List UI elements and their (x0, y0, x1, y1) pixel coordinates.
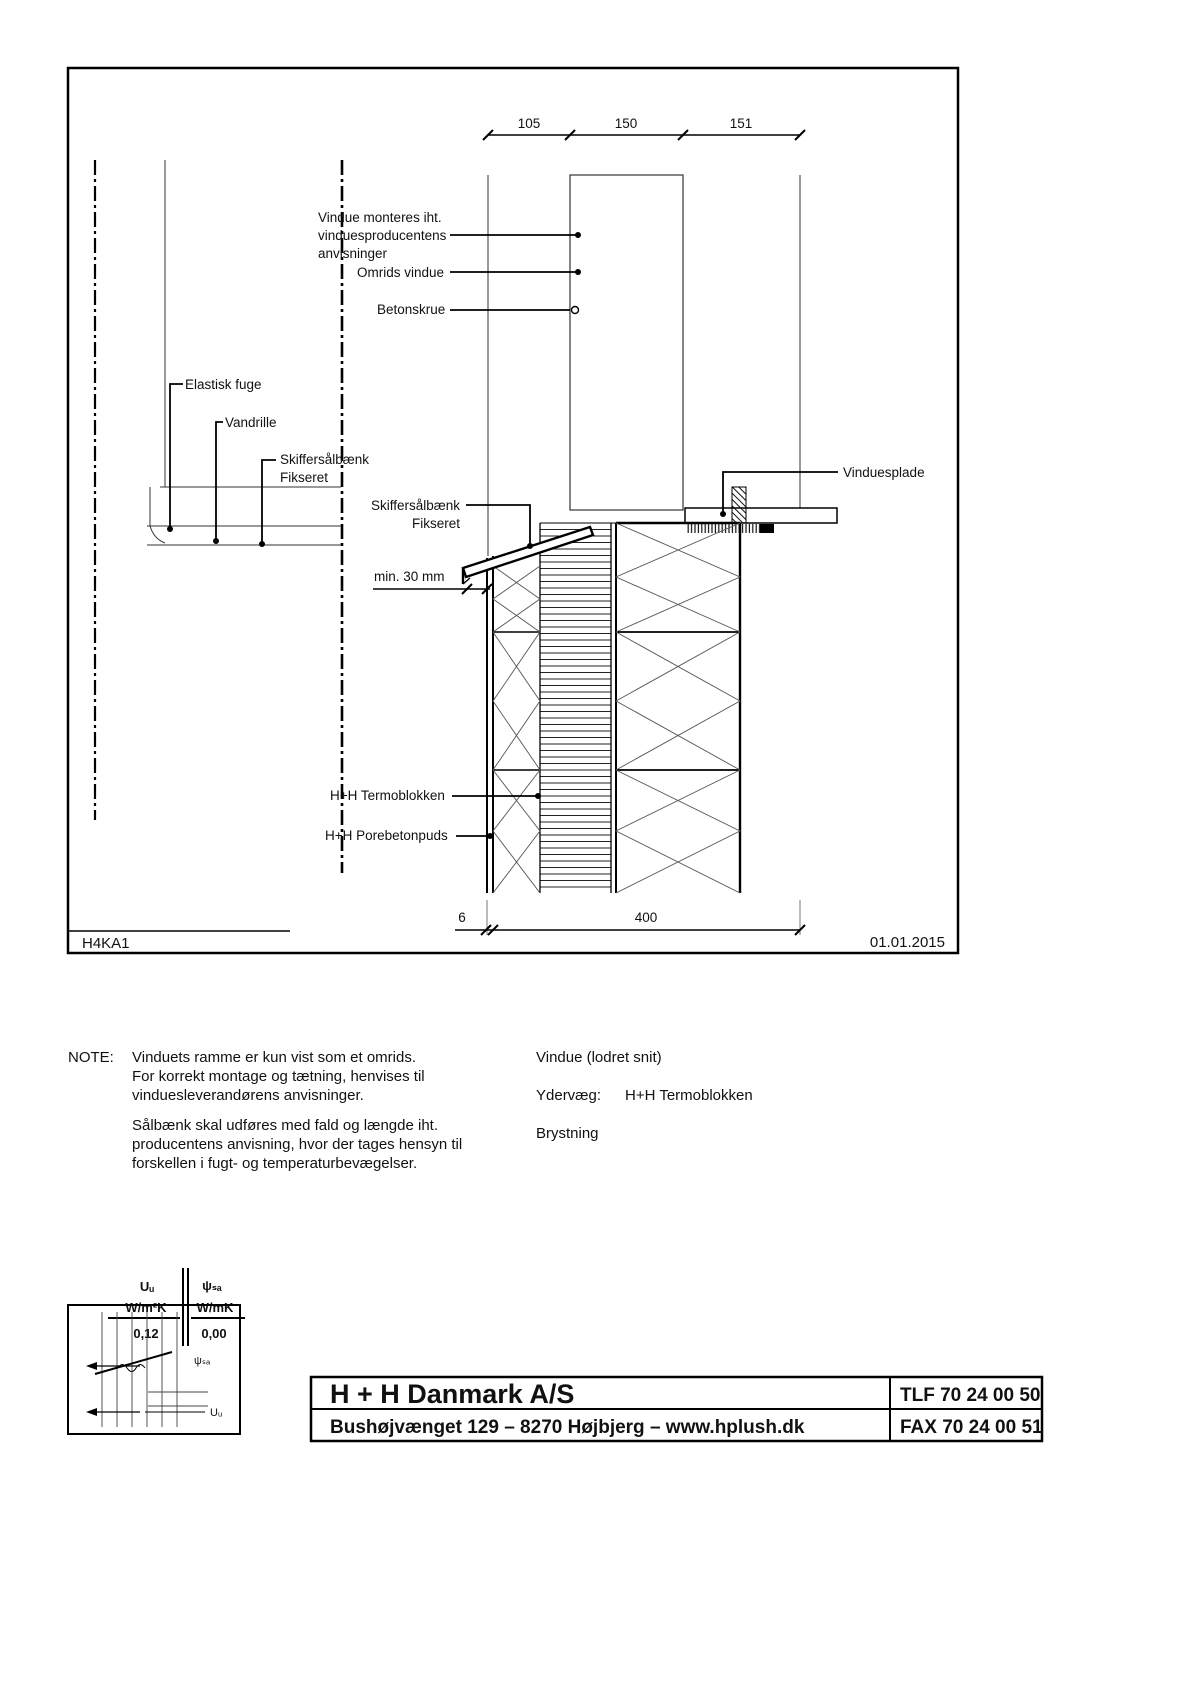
termoblok-outer-shape (493, 547, 540, 893)
svg-text:H+H Termoblokken: H+H Termoblokken (330, 788, 445, 803)
company-address: Bushøjvænget 129 – 8270 Højbjerg – www.hplush.dk (330, 1417, 805, 1438)
window-outline (570, 175, 683, 510)
ydervaeg-value: H+H Termoblokken (625, 1087, 753, 1104)
info-column (536, 1049, 753, 1142)
label-vindue-monteres (318, 210, 581, 261)
svg-text:Omrids vindue: Omrids vindue (357, 265, 445, 280)
label-skiffersalbaenk-1 (259, 452, 369, 547)
svg-text:Sålbænk skal udføres med fald: Sålbænk skal udføres med fald og længde iht. (132, 1117, 438, 1134)
company-name: H + H Danmark A/S (330, 1379, 575, 1409)
brystning-label: Brystning (536, 1125, 599, 1142)
phone-number: TLF 70 24 00 50 (900, 1385, 1041, 1406)
svg-text:Skiffersålbænk: Skiffersålbænk (280, 452, 370, 467)
dim-6: 6 (458, 910, 466, 925)
porebetonpuds-shape (487, 556, 493, 893)
svg-text:Vindue monteres iht.: Vindue monteres iht. (318, 210, 442, 225)
section-title: Vindue (lodret snit) (536, 1049, 662, 1066)
ydervaeg-label: Ydervæg: (536, 1087, 602, 1104)
label-skiffersalbaenk-2 (371, 498, 533, 549)
sill-front-detail (147, 487, 341, 545)
termoblok-inner-shape (616, 523, 740, 893)
svg-text:anvisninger: anvisninger (318, 246, 388, 261)
note-heading: NOTE: (68, 1049, 114, 1066)
psi-symbol: ψₛₐ (202, 1278, 222, 1293)
svg-text:Vinduets ramme er kun vist som: Vinduets ramme er kun vist som et omrids. (132, 1049, 416, 1066)
psi-unit: W/mK (196, 1300, 234, 1315)
svg-text:Fikseret: Fikseret (411, 516, 460, 531)
thumbnail-drawing (68, 1305, 240, 1434)
drawing-id: H4KA1 (82, 935, 130, 952)
psi-value: 0,00 (201, 1326, 227, 1341)
svg-text:Elastisk fuge: Elastisk fuge (185, 377, 262, 392)
label-elastisk-fuge (167, 377, 262, 532)
u-value: 0,12 (133, 1326, 159, 1341)
svg-text:Vandrille: Vandrille (225, 415, 277, 430)
u-symbol: Uᵤ (139, 1279, 155, 1294)
label-betonskrue (377, 302, 579, 317)
title-block (311, 1377, 1043, 1441)
dim-105: 105 (517, 116, 541, 131)
thumb-psi-label: ψₛₐ (194, 1355, 211, 1367)
svg-text:For korrekt montage og tætning: For korrekt montage og tætning, henvises til (132, 1068, 425, 1085)
svg-text:forskellen i fugt- og temperat: forskellen i fugt- og temperaturbevægelser. (132, 1155, 418, 1172)
fax-number: FAX 70 24 00 51 (900, 1417, 1043, 1438)
svg-text:Vinduesplade: Vinduesplade (843, 465, 925, 480)
thumb-u-label: Uᵤ (210, 1407, 223, 1419)
label-vandrille (213, 415, 277, 544)
svg-text:Betonskrue: Betonskrue (377, 302, 446, 317)
label-omrids-vindue (357, 265, 581, 280)
dim-150: 150 (614, 116, 638, 131)
svg-text:vinduesleverandørens anvisning: vinduesleverandørens anvisninger. (132, 1087, 364, 1104)
svg-text:vinduesproducentens: vinduesproducentens (318, 228, 447, 243)
note-block (68, 1049, 462, 1172)
dim-151: 151 (729, 116, 753, 131)
label-termoblok (330, 788, 541, 803)
drawing-date: 01.01.2015 (869, 934, 945, 951)
label-porebetonpuds (325, 828, 493, 843)
dim-min30-label: min. 30 mm (374, 569, 445, 584)
insulation-shape (540, 523, 616, 893)
dim-400: 400 (634, 910, 658, 925)
svg-text:Fikseret: Fikseret (280, 470, 329, 485)
vinduesplade-shape (685, 487, 837, 533)
dimension-bottom (455, 900, 805, 935)
u-value-table (108, 1268, 245, 1346)
svg-text:H+H Porebetonpuds: H+H Porebetonpuds (325, 828, 448, 843)
u-unit: W/m²K (125, 1300, 167, 1315)
svg-text:Skiffersålbænk: Skiffersålbænk (370, 498, 460, 513)
dimension-top (483, 116, 805, 140)
svg-text:producentens anvisning, hvor d: producentens anvisning, hvor der tages hensyn til (132, 1136, 463, 1153)
